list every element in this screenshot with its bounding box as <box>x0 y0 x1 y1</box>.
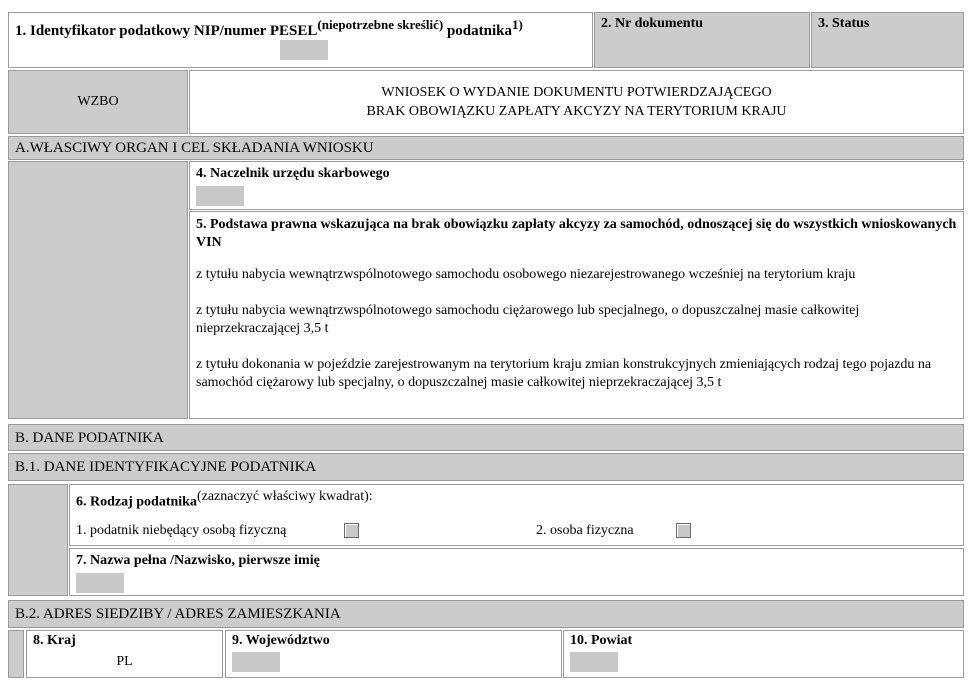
field-7-cell <box>69 548 964 596</box>
field-6-label: 6. Rodzaj podatnika <box>76 494 197 510</box>
section-b1-margin <box>8 484 68 596</box>
nip-note: (niepotrzebne skreślić) <box>317 17 444 32</box>
nip-input[interactable] <box>280 40 328 60</box>
form-title-cell <box>189 70 964 134</box>
form-title-line2: BRAK OBOWIĄZKU ZAPŁATY AKCYZY NA TERYTORIUM KRAJU <box>366 104 787 119</box>
tax-office-input[interactable] <box>196 186 244 206</box>
legal-basis-option-3[interactable]: z tytułu dokonania w pojeździe zarejestrowanym na terytorium kraju zmian konstrukcyjnych zmieniających rodzaj tego pojazdu na samochód ciężarowy lub specjalny, o dopuszczalnej masie całkowitej nieprzekraczającej 3,5 t <box>196 357 932 390</box>
field-4-label: 4. Naczelnik urzędu skarbowego <box>196 166 390 181</box>
status-label: 3. Status <box>818 16 870 31</box>
full-name-input[interactable] <box>76 573 124 593</box>
section-b-header <box>8 424 964 451</box>
section-b2-title: B.2. ADRES SIEDZIBY / ADRES ZAMIESZKANIA <box>15 606 341 622</box>
section-b2-margin <box>8 630 24 678</box>
form-title-line1: WNIOSEK O WYDANIE DOKUMENTU POTWIERDZAJĄCEGO <box>381 85 772 100</box>
status-cell[interactable] <box>811 12 964 68</box>
nip-footnote: 1) <box>512 17 523 32</box>
field-9-label: 9. Województwo <box>232 633 330 648</box>
legal-basis-option-2[interactable]: z tytułu nabycia wewnątrzwspólnotowego samochodu ciężarowego lub specjalnego, o dopuszczalnej masie całkowitej nieprzekraczającej 3,5 t <box>196 303 860 336</box>
nip-cell <box>8 12 593 68</box>
taxpayer-option-1-checkbox[interactable] <box>344 523 359 538</box>
legal-basis-option-1[interactable]: z tytułu nabycia wewnątrzwspólnotowego samochodu osobowego niezarejestrowanego wcześniej na terytorium kraju <box>196 267 856 282</box>
section-b-title: B. DANE PODATNIKA <box>15 430 164 446</box>
field-6-cell <box>69 484 964 546</box>
field-9-cell <box>225 630 562 678</box>
taxpayer-option-1-label: 1. podatnik niebędący osobą fizyczną <box>76 523 287 538</box>
section-a-title: A.WŁASCIWY ORGAN I CEL SKŁADANIA WNIOSKU <box>15 140 374 156</box>
form-code-cell <box>8 70 188 134</box>
doc-number-cell[interactable] <box>594 12 810 68</box>
field-10-label: 10. Powiat <box>570 633 633 648</box>
section-b1-title: B.1. DANE IDENTYFIKACYJNE PODATNIKA <box>15 459 317 475</box>
field-10-cell <box>563 630 964 678</box>
section-b1-header <box>8 453 964 481</box>
county-input[interactable] <box>570 652 618 672</box>
doc-number-label: 2. Nr dokumentu <box>601 16 704 31</box>
field-8-label: 8. Kraj <box>33 633 76 648</box>
section-a-header <box>8 136 964 160</box>
field-6-hint: (zaznaczyć właściwy kwadrat): <box>196 489 373 504</box>
field-5-label: 5. Podstawa prawna wskazująca na brak obowiązku zapłaty akcyzy za samochód, odnoszącej się do wszystkich wnioskowanych VIN <box>196 217 957 250</box>
field-5-cell <box>189 211 964 419</box>
field-7-label: 7. Nazwa pełna /Nazwisko, pierwsze imię <box>76 553 320 568</box>
nip-label: 1. Identyfikator podatkowy NIP/numer $PESEL^{(niepotrzebne skreślić)}$ podatnika$^{1)}$ <box>15 17 523 39</box>
section-b2-header <box>8 600 964 628</box>
field-4-cell <box>189 161 964 210</box>
field-8-cell <box>26 630 223 678</box>
form-code: WZBO <box>77 94 119 109</box>
voivodeship-input[interactable] <box>232 652 280 672</box>
country-value[interactable]: PL <box>116 654 133 669</box>
section-a-margin <box>8 161 188 419</box>
taxpayer-option-2-checkbox[interactable] <box>676 523 691 538</box>
taxpayer-option-2-label: 2. osoba fizyczna <box>536 523 634 538</box>
